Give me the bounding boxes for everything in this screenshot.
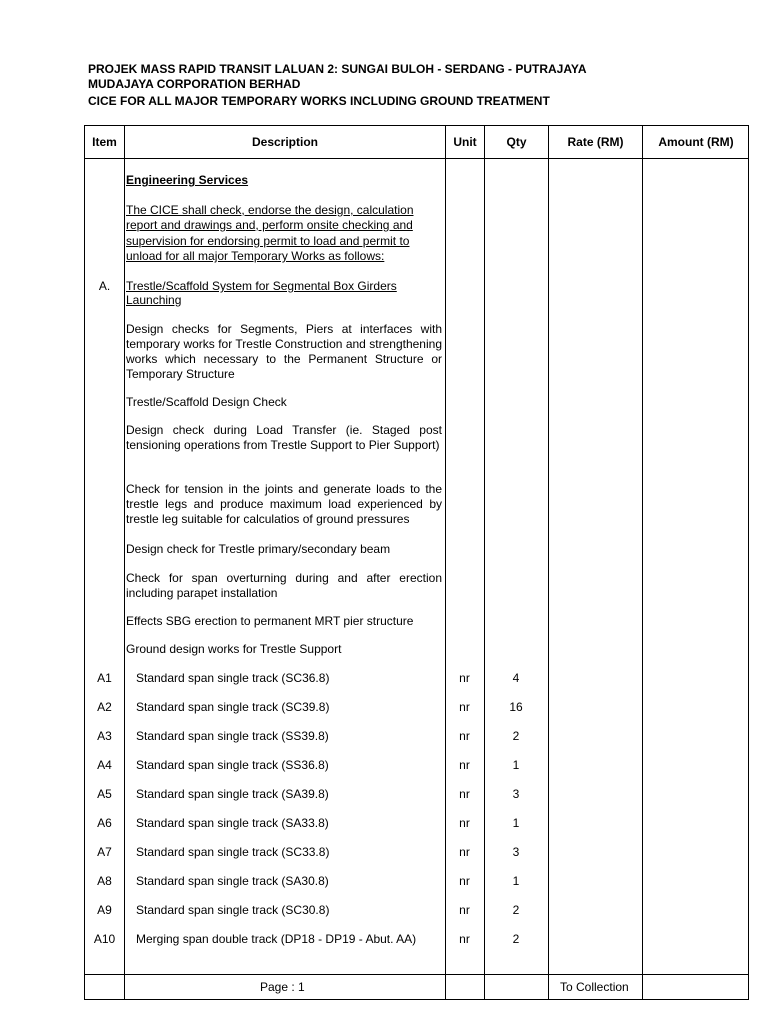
row-item: A5: [97, 787, 112, 801]
row-description: Merging span double track (DP18 - DP19 - Abut. AA): [136, 932, 417, 946]
column-header-rate: Rate (RM): [567, 135, 624, 149]
row-qty: 4: [512, 671, 520, 685]
column-header-amount: Amount (RM): [658, 135, 734, 149]
row-unit: nr: [459, 700, 470, 714]
scope-paragraph: Design checks for Segments, Piers at interfaces with temporary works for Trestle Construction and strengthening works which necessary to the Permanent Structure or Temporary Structure: [126, 322, 442, 381]
scope-paragraph: Check for tension in the joints and generate loads to the trestle legs and produce maximum load experienced by trestle leg suitable for calculatios of ground pressures: [126, 482, 442, 526]
row-unit: nr: [459, 903, 470, 917]
row-description: Standard span single track (SA39.8): [136, 787, 329, 801]
row-unit: nr: [459, 787, 470, 801]
row-qty: 2: [512, 729, 520, 743]
column-divider: [484, 126, 485, 999]
project-title: PROJEK MASS RAPID TRANSIT LALUAN 2: SUNGAI BULOH - SERDANG - PUTRAJAYA: [88, 62, 587, 76]
row-item: A2: [97, 700, 112, 714]
column-divider: [548, 126, 549, 999]
row-qty: 3: [512, 845, 520, 859]
row-unit: nr: [459, 758, 470, 772]
row-qty: 2: [512, 932, 520, 946]
row-description: Standard span single track (SC33.8): [136, 845, 330, 859]
column-divider: [124, 126, 125, 999]
intro-line: The CICE shall check, endorse the design, calculation: [126, 203, 414, 217]
subsection-title-line: Launching: [126, 293, 182, 307]
to-collection-label: To Collection: [560, 980, 629, 994]
scope-paragraph: Trestle/Scaffold Design Check: [126, 395, 287, 409]
row-qty: 1: [512, 816, 520, 830]
scope-paragraph: Effects SBG erection to permanent MRT pier structure: [126, 614, 414, 628]
intro-line: supervision for endorsing permit to load and permit to: [126, 234, 410, 248]
row-item: A1: [97, 671, 112, 685]
column-header-item: Item: [92, 135, 117, 149]
section-heading: Engineering Services: [126, 173, 249, 187]
intro-line: unload for all major Temporary Works as follows:: [126, 249, 385, 263]
scope-paragraph: Design check for Trestle primary/secondary beam: [126, 542, 391, 556]
bill-of-quantities-table: [84, 125, 749, 1000]
column-header-description: Description: [251, 135, 318, 149]
row-description: Standard span single track (SA30.8): [136, 874, 329, 888]
row-description: Standard span single track (SS39.8): [136, 729, 329, 743]
row-item: A10: [93, 932, 116, 946]
row-item: A7: [97, 845, 112, 859]
footer-divider: [85, 974, 748, 975]
page-number: Page : 1: [260, 980, 305, 994]
row-item: A8: [97, 874, 112, 888]
row-description: Standard span single track (SS36.8): [136, 758, 329, 772]
row-unit: nr: [459, 932, 470, 946]
subsection-item-number: A.: [98, 279, 111, 293]
row-description: Standard span single track (SC39.8): [136, 700, 330, 714]
header-divider: [85, 158, 748, 159]
row-qty: 3: [512, 787, 520, 801]
column-divider: [445, 126, 446, 999]
row-qty: 16: [509, 700, 523, 714]
intro-line: report and drawings and, perform onsite checking and: [126, 218, 413, 232]
row-item: A3: [97, 729, 112, 743]
company-name: MUDAJAYA CORPORATION BERHAD: [88, 77, 301, 91]
row-unit: nr: [459, 729, 470, 743]
subsection-title-line: Trestle/Scaffold System for Segmental Box Girders: [126, 279, 397, 293]
row-unit: nr: [459, 845, 470, 859]
scope-paragraph: Ground design works for Trestle Support: [126, 642, 342, 656]
row-item: A4: [97, 758, 112, 772]
scope-paragraph: Check for span overturning during and after erection including parapet installation: [126, 571, 442, 600]
row-qty: 1: [512, 758, 520, 772]
row-qty: 1: [512, 874, 520, 888]
row-unit: nr: [459, 874, 470, 888]
row-description: Standard span single track (SC30.8): [136, 903, 330, 917]
column-header-qty: Qty: [506, 135, 527, 149]
column-header-unit: Unit: [453, 135, 477, 149]
row-qty: 2: [512, 903, 520, 917]
row-description: Standard span single track (SC36.8): [136, 671, 330, 685]
row-unit: nr: [459, 671, 470, 685]
row-unit: nr: [459, 816, 470, 830]
row-item: A9: [97, 903, 112, 917]
row-item: A6: [97, 816, 112, 830]
document-subtitle: CICE FOR ALL MAJOR TEMPORARY WORKS INCLUDING GROUND TREATMENT: [88, 94, 550, 108]
scope-paragraph: Design check during Load Transfer (ie. Staged post tensioning operations from Trestle Support to Pier Support): [126, 423, 442, 452]
row-description: Standard span single track (SA33.8): [136, 816, 329, 830]
column-divider: [642, 126, 643, 999]
